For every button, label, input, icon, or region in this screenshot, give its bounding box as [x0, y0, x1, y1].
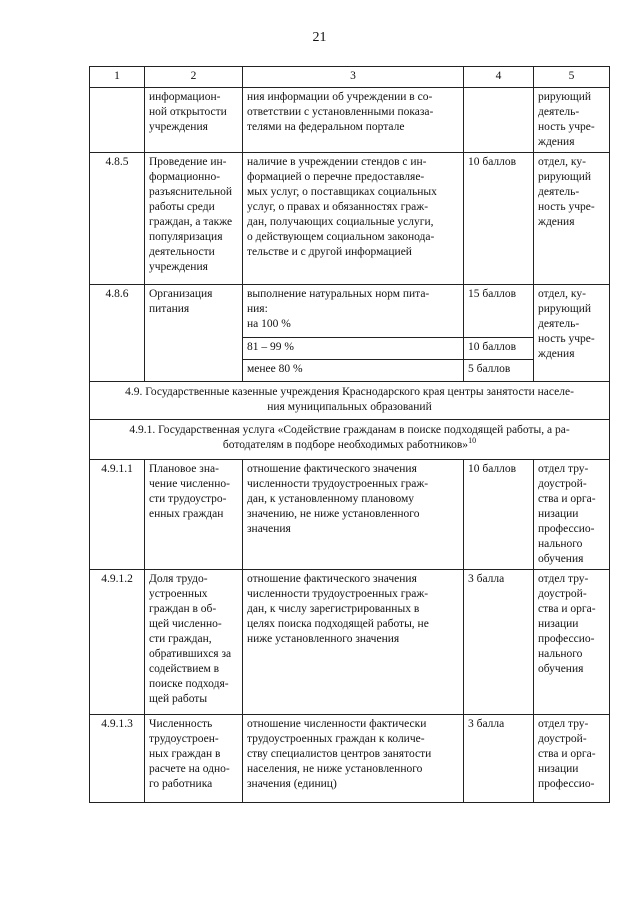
- table-row: [90, 460, 610, 570]
- points-cell: 15 баллов: [464, 285, 534, 338]
- indicator-name-cell: Доля трудо- устроенных граждан в об- щей численно- сти граждан, обратившихся за содействием в поиске подходя- щей работы: [145, 570, 243, 715]
- responsible-cell: отдел, ку- рирующий деятель- ность учре- ждения: [534, 285, 610, 382]
- section-heading: 4.9. Государственные казенные учреждения Краснодарского края центры занятости населе- ния муниципальных образований: [90, 382, 610, 420]
- criteria-table: [89, 66, 610, 803]
- row-number-cell: [90, 88, 145, 153]
- criterion-cell: отношение численности фактически трудоустроенных граждан к количе- ству специалистов центров занятости населения, не ниже установленного значения (единиц): [243, 715, 464, 803]
- criterion-cell: ния информации об учреждении в со- ответствии с установленными показа- телями на федеральном портале: [243, 88, 464, 153]
- row-number-cell: 4.8.5: [90, 153, 145, 285]
- responsible-cell: отдел тру- доустрой- ства и орга- низации профессио- нального обучения: [534, 460, 610, 570]
- table-row: [90, 570, 610, 715]
- points-cell: 5 баллов: [464, 360, 534, 382]
- table-header-row: [90, 67, 610, 88]
- section-heading-row: [90, 382, 610, 420]
- points-cell: 3 балла: [464, 715, 534, 803]
- responsible-cell: отдел, ку- рирующий деятель- ность учре- ждения: [534, 153, 610, 285]
- subsection-heading: [90, 420, 610, 460]
- criterion-cell: отношение фактического значения численности трудоустроенных граж- дан, к числу зарегистрированных в целях поиска подходящей работы, не ниже установленного значения: [243, 570, 464, 715]
- table-row: [90, 153, 610, 285]
- row-number-cell: 4.9.1.3: [90, 715, 145, 803]
- points-cell: [464, 88, 534, 153]
- responsible-cell: отдел тру- доустрой- ства и орга- низации профессио- нального обучения: [534, 570, 610, 715]
- points-cell: 3 балла: [464, 570, 534, 715]
- page-number: 21: [312, 30, 327, 45]
- indicator-name-cell: информацион- ной открытости учреждения: [145, 88, 243, 153]
- criterion-cell: выполнение натуральных норм пита- ния: на 100 %: [243, 285, 464, 338]
- indicator-name-cell: Проведение ин- формационно- разъяснительной работы среди граждан, а также популяризация деятельности учреждения: [145, 153, 243, 285]
- responsible-cell: отдел тру- доустрой- ства и орга- низации профессио-: [534, 715, 610, 803]
- header-cell: 4: [464, 67, 534, 88]
- table-row: [90, 285, 610, 338]
- row-number-cell: 4.9.1.1: [90, 460, 145, 570]
- points-cell: 10 баллов: [464, 338, 534, 360]
- footnote-marker: 10: [468, 436, 477, 446]
- subsection-heading-text: 4.9.1. Государственная услуга «Содействие гражданам в поиске подходящей работы, а ра- ботодателям в подборе необходимых работников»: [129, 424, 570, 451]
- row-number-cell: 4.9.1.2: [90, 570, 145, 715]
- responsible-cell: рирующий деятель- ность учре- ждения: [534, 88, 610, 153]
- criterion-cell: менее 80 %: [243, 360, 464, 382]
- indicator-name-cell: Численность трудоустроен- ных граждан в расчете на одно- го работника: [145, 715, 243, 803]
- table-row: [90, 715, 610, 803]
- points-cell: 10 баллов: [464, 153, 534, 285]
- criterion-cell: отношение фактического значения численности трудоустроенных граж- дан, к установленному плановому значению, не ниже установленного значения: [243, 460, 464, 570]
- indicator-name-cell: Плановое зна- чение численно- сти трудоустро- енных граждан: [145, 460, 243, 570]
- section-heading-row: [90, 420, 610, 460]
- table-row: [90, 88, 610, 153]
- points-cell: 10 баллов: [464, 460, 534, 570]
- row-number-cell: 4.8.6: [90, 285, 145, 382]
- criterion-cell: наличие в учреждении стендов с ин- формацией о перечне предоставляе- мых услуг, о поставщиках социальных услуг, о правах и обязанностях граж- дан, получающих социальные услуги, о действующем социальном законода- тельстве и с другой информацией: [243, 153, 464, 285]
- header-cell: 3: [243, 67, 464, 88]
- header-cell: 5: [534, 67, 610, 88]
- criterion-cell: 81 – 99 %: [243, 338, 464, 360]
- header-cell: 1: [90, 67, 145, 88]
- indicator-name-cell: Организация питания: [145, 285, 243, 382]
- header-cell: 2: [145, 67, 243, 88]
